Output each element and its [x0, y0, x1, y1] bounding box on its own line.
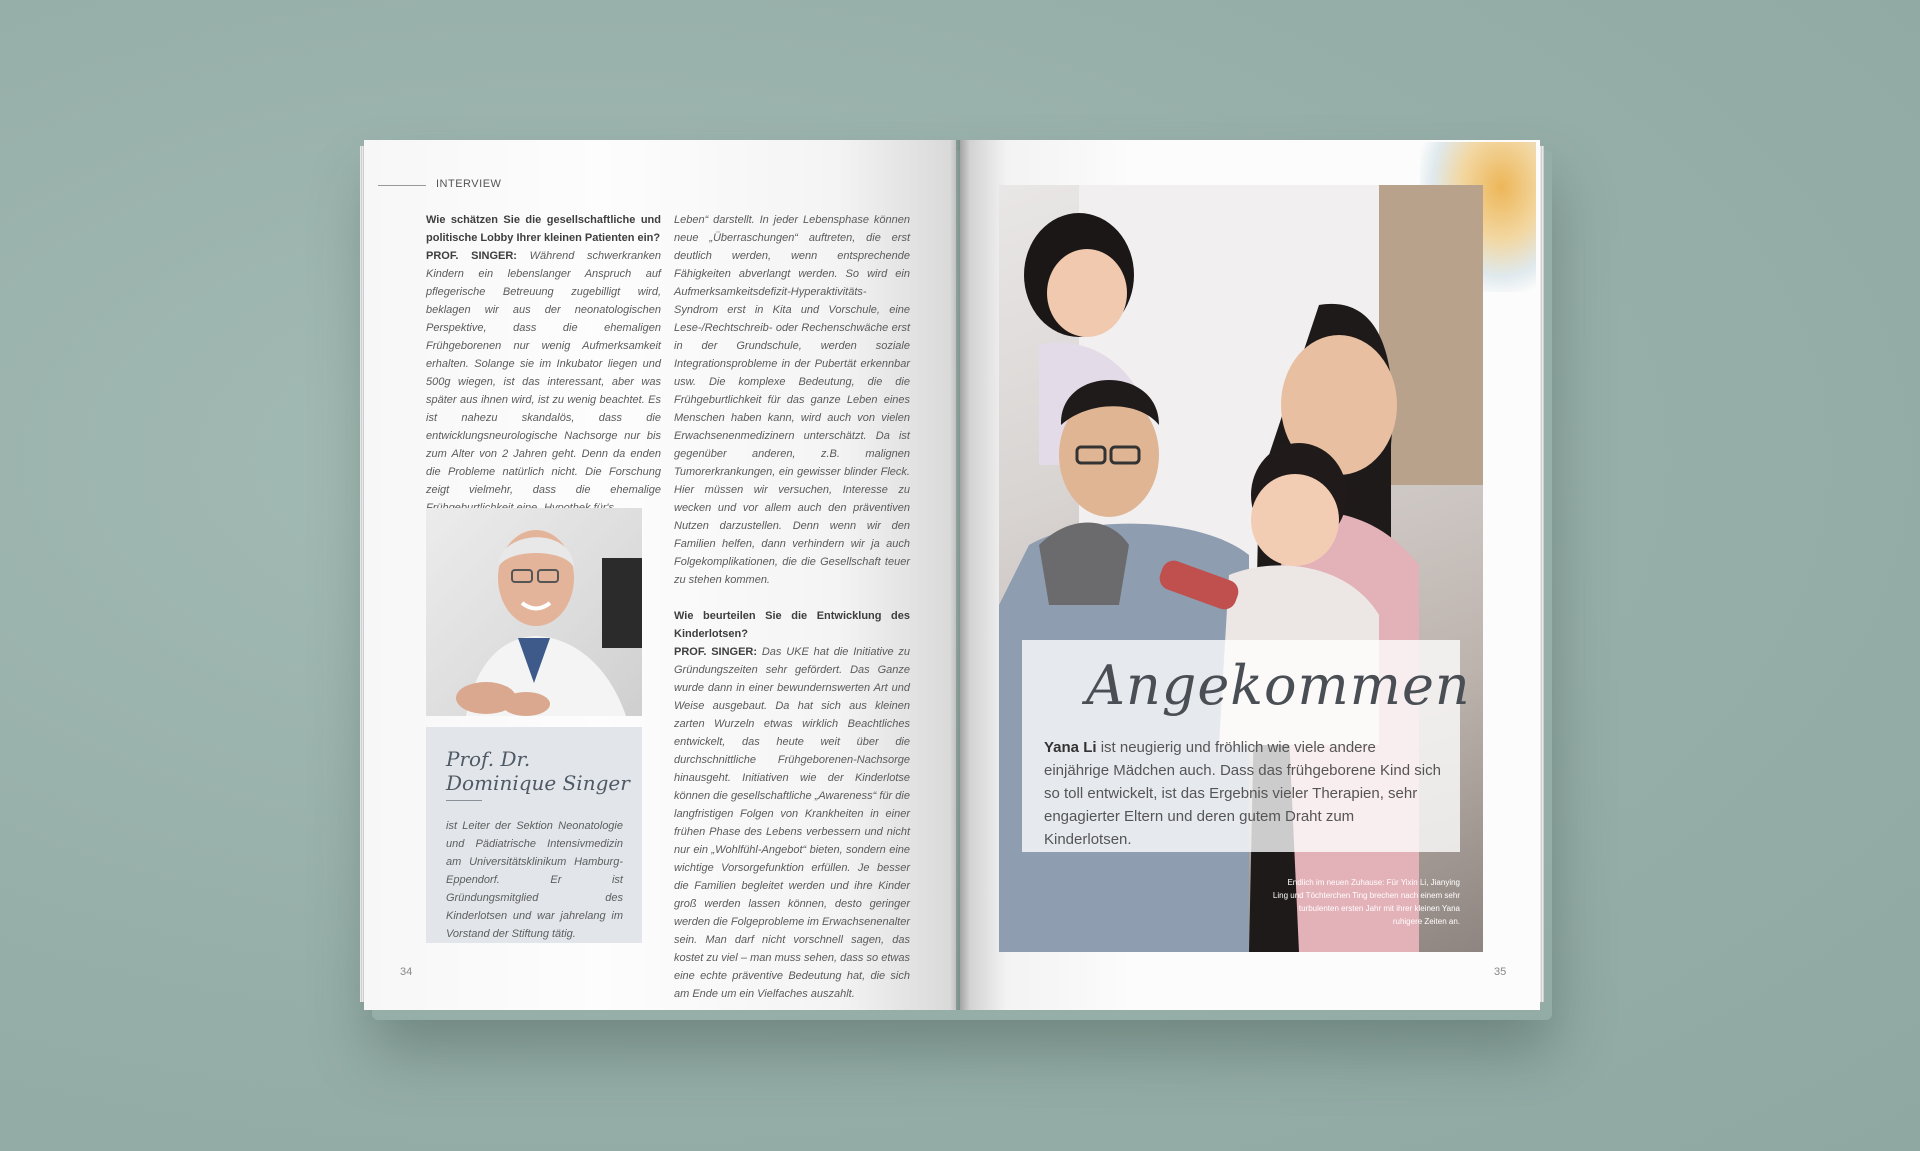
headline-overlay: [1022, 640, 1471, 852]
lead-text: [1044, 736, 1444, 851]
bio-box: [426, 727, 642, 943]
bio-title: Prof. Dr.: [446, 747, 531, 771]
section-label: INTERVIEW: [436, 178, 502, 190]
headline: Angekommen: [1086, 654, 1471, 717]
continued-answer: Leben“ darstellt. In jeder Lebensphase können neue „Überraschungen“ auftreten, die erst deutlich werden, wenn entsprechende Fähigkeiten abverlangt werden. So wird ein Aufmerksamkeitsdefizit-Hyperaktivitäts-Syndrom erst in Kita und Vorschule, eine Lese-/Rechtschreib- oder Rechenschwäche erst in der Grundschule, werden soziale Integrationsprobleme in der Pubertät erkennbar usw. Die komplexe Bedeutung, die die Frühgeburtlichkeit für das ganze Leben eines Menschen haben kann, wird auch von vielen Erwachsenenmedizinern unterschätzt. Da ist gegenüber anderen, z.B. malignen Tumorerkrankungen, ein gewisser blinder Fleck. Hier müssen wir versuchen, Interesse zu wecken und vor allem auch den präventiven Nutzen darzustellen. Denn wenn wir den Familien helfen, dann verhindern wir ja auch Folgekomplikationen, die die Gesellschaft teuer zu stehen kommen.: [674, 214, 910, 586]
page-number-right: 35: [1494, 966, 1507, 978]
interview-answer-2: Das UKE hat die Initiative zu Gründungszeiten sehr gefördert. Das Ganze wurde dann in einer bewundernswerten Art und Weise ausgebaut. Da hat sich aus kleinen zarten Wurzeln etwas wirklich Beachtliches entwickelt, das heute weit über die durchschnittliche Frühgeborenen-Nachsorge hinausgeht. Initiativen wie der Kinderlotse können die gesellschaftliche „Awareness“ für die langfristigen Folgen von Krankheiten in einer frühen Phase des Lebens verbessern und nicht nur ein „Wohlfühl-Angebot“ bieten, sondern eine wichtige Vorsorgefunktion erfüllen. Je besser die Familien begleitet werden und ihre Kinder groß werden lassen können, desto geringer werden die Folgeprobleme im Erwachsenenalter sein. Man darf nicht vorschnell sagen, das kostet zu viel – man muss sehen, dass so etwas eine echte präventive Bedeutung hat, die sich am Ende um ein Vielfaches auszahlt.: [674, 646, 911, 1000]
bio-fullname: Dominique Singer: [446, 771, 630, 795]
bio-rule: [446, 800, 482, 801]
portrait-photo: [426, 508, 642, 716]
section-rule: [378, 185, 426, 186]
text-column-1: [426, 211, 661, 517]
interview-question-2: Wie beurteilen Sie die Entwicklung des Kinderlotsen?: [674, 610, 910, 640]
lead-name: Yana Li: [1044, 739, 1097, 756]
speaker-label: PROF. SINGER:: [426, 250, 517, 262]
text-column-2: [674, 211, 910, 1003]
page-number-left: 34: [400, 966, 413, 978]
interview-answer: Während schwerkranken Kindern ein lebenslanger Anspruch auf pflegerische Betreuung zugebilligt wird, beklagen wir aus der neonatologischen Perspektive, dass die ehemaligen Frühgeborenen nur wenig Aufmerksamkeit erhalten. Solange sie im Inkubator liegen und 500g wiegen, ist das interessant, aber was später aus ihnen wird, ist zu wenig beachtet. Es ist nahezu skandalös, dass die entwicklungsneurologische Nachsorge nur bis zum Alter von 2 Jahren geht. Denn da enden die Probleme natürlich nicht. Die Forschung zeigt vielmehr, dass die ehemalige: [426, 250, 661, 496]
bio-name: [446, 747, 630, 795]
speaker-label-2: PROF. SINGER:: [674, 646, 758, 658]
spine-gutter: [950, 140, 970, 1010]
lead-body: ist neugierig und fröhlich wie viele andere einjährige Mädchen auch. Dass das frühgeborene Kind sich so toll entwickelt, ist das Ergebnis vieler Therapien, sehr engagierter Eltern und deren gutem Draht zum Kinderlotsen.: [1044, 739, 1441, 848]
photo-caption: Endlich im neuen Zuhause: Für Yixin Li, Jianying Ling und Töchterchen Ting brechen nach einem sehr turbulenten ersten Jahr mit ihrer kleinen Yana ruhigere Zeiten an.: [1272, 878, 1460, 926]
bio-text: ist Leiter der Sektion Neonatologie und Pädiatrische Intensivmedizin am Universitätsklinikum Hamburg-Eppendorf. Er ist Gründungsmitglied des Kinderlotsen und war jahrelang im Vorstand der Stiftung tätig.: [446, 820, 623, 940]
interview-question: Wie schätzen Sie die gesellschaftliche und politische Lobby Ihrer kleinen Patienten ein?: [426, 214, 661, 244]
